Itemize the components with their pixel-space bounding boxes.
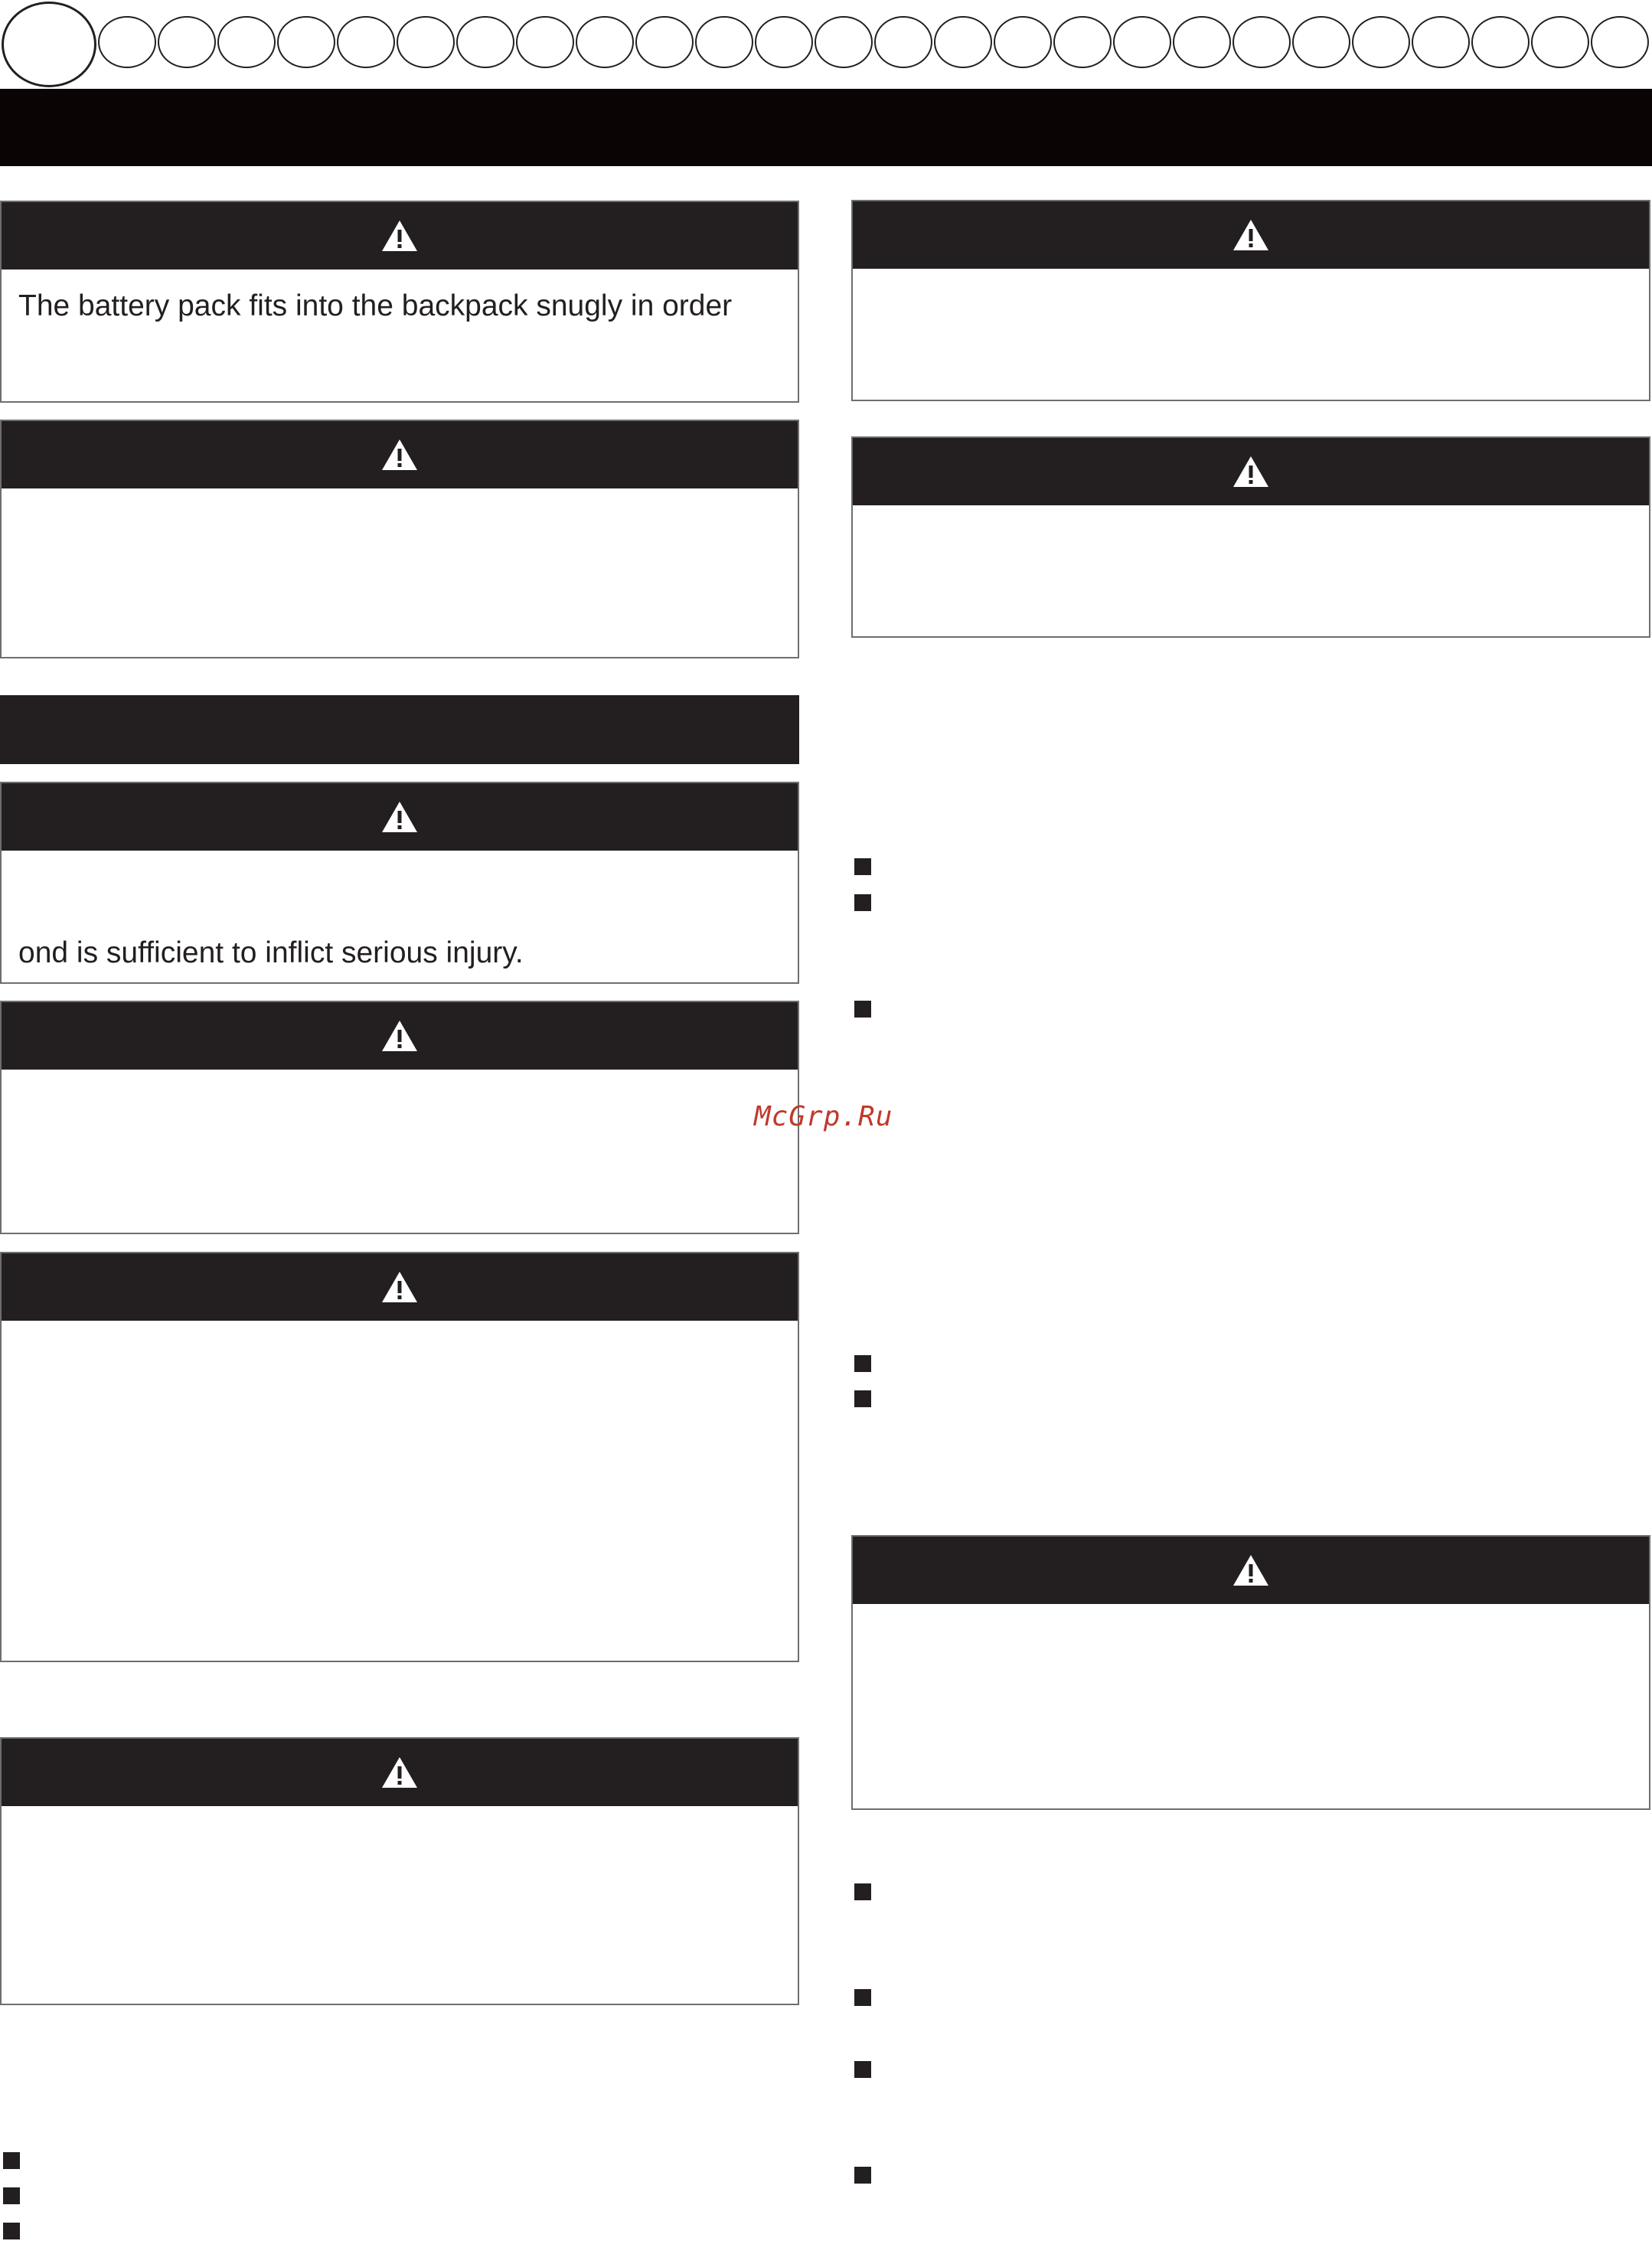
warning-text xyxy=(2,488,798,507)
warning-triangle-icon xyxy=(1232,218,1270,252)
chapter-tab[interactable] xyxy=(695,16,753,68)
warning-triangle-icon xyxy=(380,1270,419,1304)
warning-text xyxy=(853,1604,1649,1622)
warning-triangle-icon xyxy=(380,800,419,834)
warning-header xyxy=(2,783,798,851)
warning-box xyxy=(851,436,1650,638)
square-bullet xyxy=(854,2167,871,2184)
chapter-tab[interactable] xyxy=(934,16,992,68)
warning-header xyxy=(2,1002,798,1070)
warning-text: ond is sufficient to inflict serious injury. xyxy=(18,936,524,969)
chapter-tab[interactable] xyxy=(1113,16,1171,68)
chapter-tab[interactable] xyxy=(1232,16,1291,68)
chapter-tab[interactable] xyxy=(755,16,813,68)
chapter-tab[interactable] xyxy=(576,16,634,68)
warning-text xyxy=(2,1806,798,1824)
chapter-tab[interactable] xyxy=(1352,16,1410,68)
chapter-tab[interactable] xyxy=(158,16,216,68)
warning-header xyxy=(2,1739,798,1806)
warning-triangle-icon xyxy=(380,438,419,472)
warning-text: The battery pack fits into the backpack snugly in order xyxy=(18,289,733,322)
chapter-tab-row xyxy=(0,0,1652,90)
warning-header xyxy=(2,421,798,488)
warning-header xyxy=(853,438,1649,505)
warning-box xyxy=(0,782,799,984)
square-bullet xyxy=(854,858,871,875)
chapter-tab[interactable] xyxy=(815,16,873,68)
square-bullet xyxy=(854,2061,871,2078)
chapter-tab[interactable] xyxy=(1292,16,1350,68)
warning-box xyxy=(0,201,799,403)
warning-box xyxy=(851,1535,1650,1810)
square-bullet xyxy=(3,2223,20,2239)
warning-header xyxy=(2,202,798,270)
square-bullet xyxy=(3,2152,20,2169)
chapter-tab[interactable] xyxy=(277,16,335,68)
chapter-tab-active[interactable] xyxy=(2,2,96,87)
warning-triangle-icon xyxy=(1232,455,1270,488)
warning-box xyxy=(0,1737,799,2005)
chapter-tab[interactable] xyxy=(98,16,156,68)
chapter-tab[interactable] xyxy=(1531,16,1589,68)
warning-box xyxy=(851,200,1650,401)
warning-text xyxy=(2,1070,798,1088)
warning-header xyxy=(2,1253,798,1321)
square-bullet xyxy=(854,1355,871,1372)
chapter-tab[interactable] xyxy=(456,16,514,68)
square-bullet xyxy=(854,894,871,911)
warning-triangle-icon xyxy=(380,219,419,253)
warning-triangle-icon xyxy=(1232,1553,1270,1587)
chapter-tab[interactable] xyxy=(217,16,276,68)
warning-box xyxy=(0,420,799,658)
warning-box xyxy=(0,1252,799,1662)
chapter-tab[interactable] xyxy=(1053,16,1112,68)
square-bullet xyxy=(854,1390,871,1407)
chapter-tab[interactable] xyxy=(1471,16,1530,68)
square-bullet xyxy=(3,2187,20,2204)
warning-triangle-icon xyxy=(380,1756,419,1789)
square-bullet xyxy=(854,1001,871,1018)
warning-triangle-icon xyxy=(380,1019,419,1053)
chapter-tab[interactable] xyxy=(397,16,455,68)
warning-text xyxy=(853,505,1649,524)
chapter-tab[interactable] xyxy=(337,16,395,68)
warning-header xyxy=(853,201,1649,269)
chapter-tab[interactable] xyxy=(635,16,694,68)
chapter-tab[interactable] xyxy=(1173,16,1231,68)
warning-box xyxy=(0,1001,799,1234)
square-bullet xyxy=(854,1989,871,2006)
watermark-text: McGrp.Ru xyxy=(754,1101,893,1132)
chapter-tab[interactable] xyxy=(874,16,932,68)
warning-text xyxy=(2,1321,798,1339)
chapter-tab[interactable] xyxy=(994,16,1052,68)
section-heading-bar xyxy=(0,695,799,764)
page-title-bar xyxy=(0,89,1652,166)
warning-text xyxy=(853,269,1649,287)
chapter-tab[interactable] xyxy=(1591,16,1649,68)
warning-header xyxy=(853,1537,1649,1604)
chapter-tab[interactable] xyxy=(1412,16,1470,68)
chapter-tab[interactable] xyxy=(516,16,574,68)
square-bullet xyxy=(854,1883,871,1900)
